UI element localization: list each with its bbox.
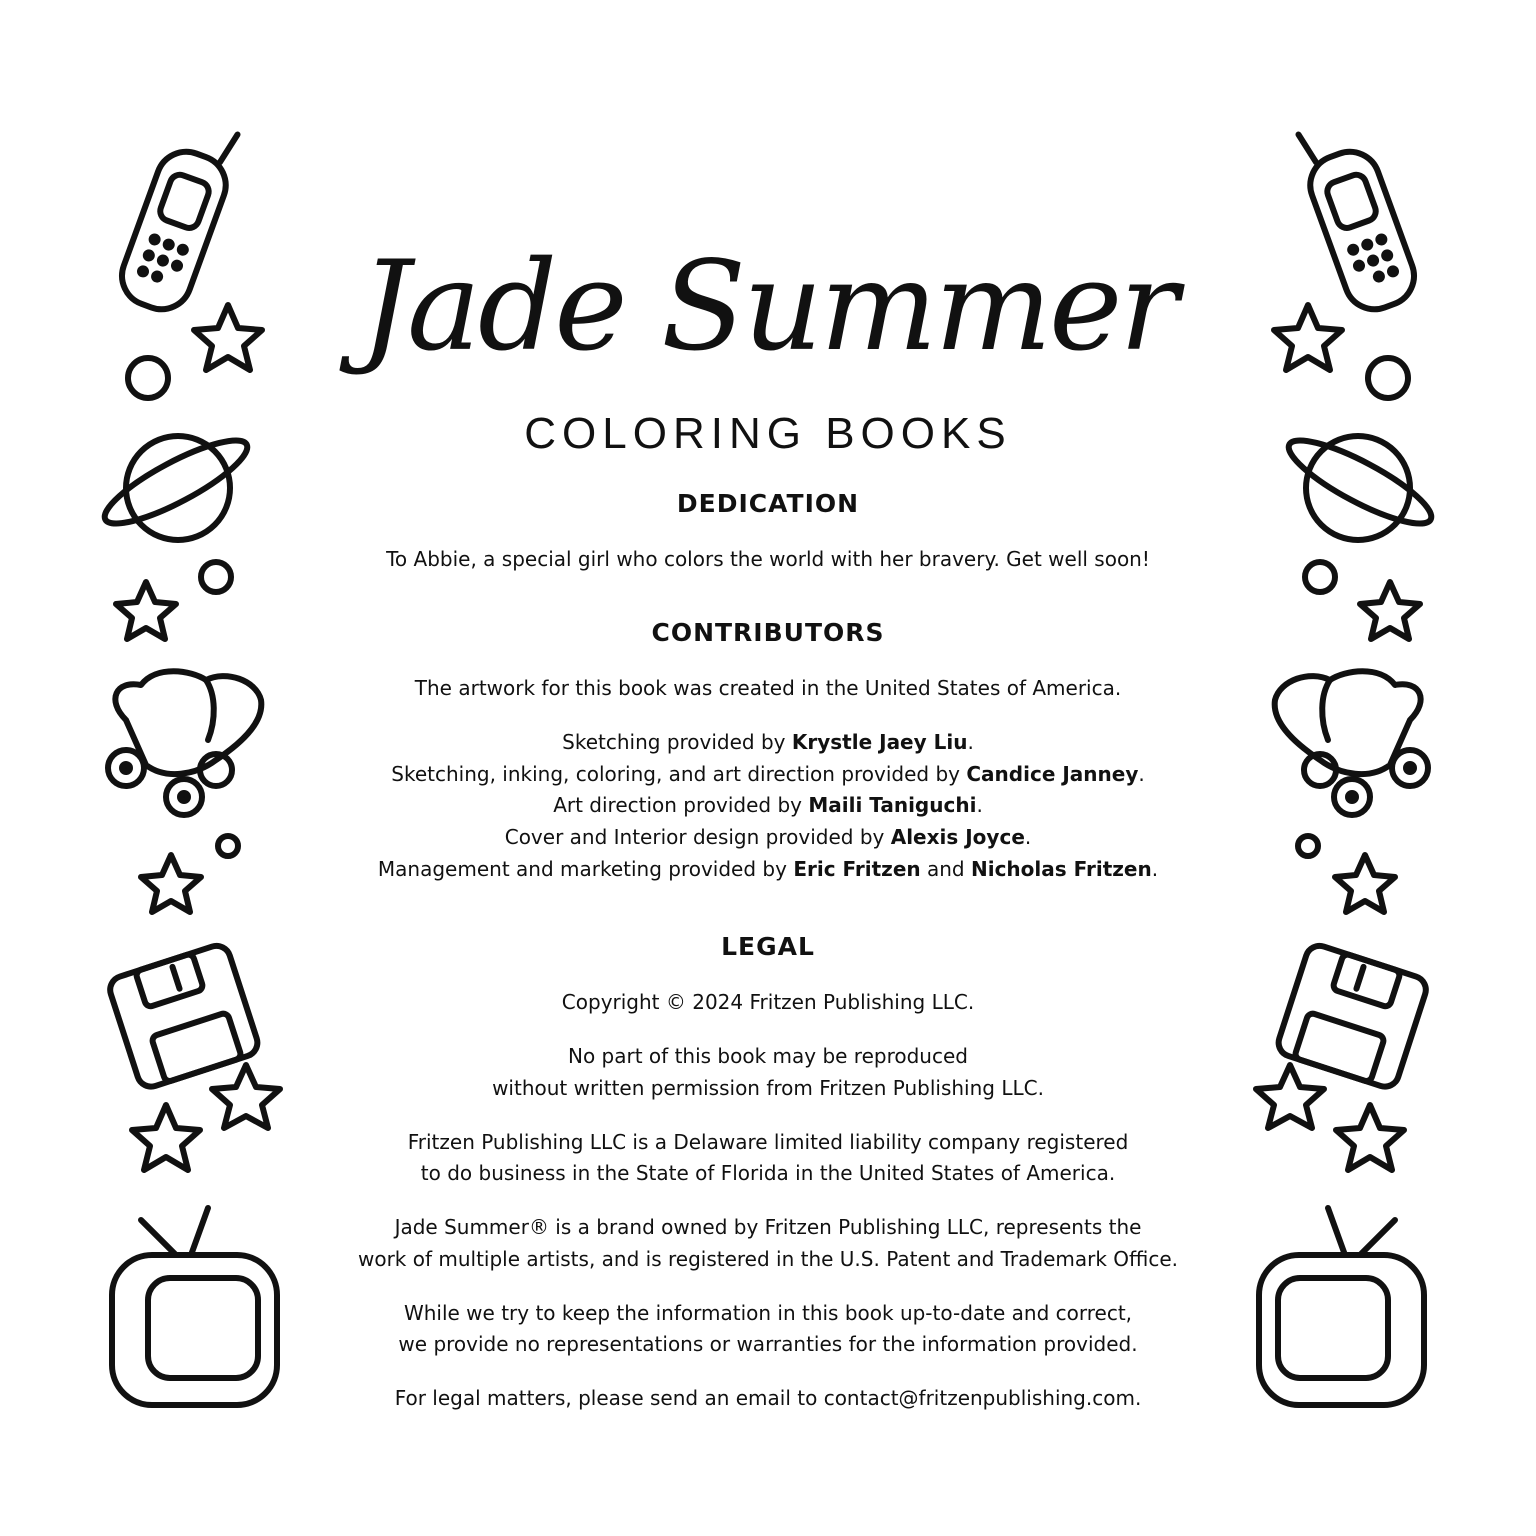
circle-icon — [201, 562, 231, 592]
trademark-notice-line: Jade Summer® is a brand owned by Fritzen Publishing LLC, represents the — [394, 1215, 1142, 1239]
credit-name: Candice Janney — [966, 762, 1139, 786]
floppy-disk-icon — [107, 942, 261, 1090]
credit-role: Management and marketing provided by — [377, 857, 794, 881]
circle-icon — [128, 358, 168, 398]
credit-role: Cover and Interior design provided by — [504, 825, 891, 849]
planet-icon — [96, 427, 256, 540]
credit-role: Sketching provided by — [562, 730, 792, 754]
credit-suffix: . — [967, 730, 974, 754]
star-icon — [212, 1065, 280, 1128]
cell-phone-icon — [114, 120, 245, 318]
credit-suffix: . — [1024, 825, 1032, 849]
right-decoration-column — [1240, 120, 1440, 1420]
credit-suffix: . — [1138, 762, 1145, 786]
cell-phone-icon — [1291, 120, 1422, 318]
credit-line — [320, 758, 1216, 790]
circle-icon — [218, 836, 238, 856]
trademark-notice-line: work of multiple artists, and is registered in the U.S. Patent and Trademark Office. — [357, 1247, 1179, 1271]
retro-tv-icon — [112, 1208, 277, 1405]
heart-roller-skate-icon — [108, 671, 261, 815]
star-icon — [116, 582, 176, 639]
retro-tv-icon — [1259, 1208, 1424, 1405]
heart-roller-skate-icon — [1275, 671, 1428, 815]
company-notice-line: to do business in the State of Florida in the United States of America. — [420, 1161, 1116, 1185]
credit-line — [320, 853, 1216, 885]
brand-subtitle: COLORING BOOKS — [524, 409, 1012, 458]
credit-line — [320, 726, 1216, 758]
contributors-heading: CONTRIBUTORS — [651, 618, 885, 647]
contact-notice: For legal matters, please send an email to contact@fritzenpublishing.com. — [394, 1386, 1142, 1410]
contributors-intro: The artwork for this book was created in the United States of America. — [414, 676, 1122, 700]
reproduction-notice-line: without written permission from Fritzen Publishing LLC. — [492, 1076, 1044, 1100]
floppy-disk-icon — [1275, 942, 1429, 1090]
star-icon — [194, 305, 262, 370]
planet-icon — [1280, 427, 1440, 540]
credit-line — [320, 821, 1216, 853]
credit-name: Maili Taniguchi — [808, 793, 977, 817]
circle-icon — [1368, 358, 1408, 398]
credit-name: Eric Fritzen — [793, 857, 921, 881]
reproduction-notice-line: No part of this book may be reproduced — [568, 1044, 968, 1068]
circle-icon — [1298, 836, 1318, 856]
legal-heading: LEGAL — [721, 932, 815, 961]
credit-line — [320, 789, 1216, 821]
credit-conjunction: and — [920, 857, 971, 881]
warranty-notice-line: While we try to keep the information in this book up-to-date and correct, — [403, 1301, 1133, 1325]
credit-name-2: Nicholas Fritzen — [970, 857, 1152, 881]
star-icon — [132, 1105, 200, 1170]
credit-name: Alexis Joyce — [890, 825, 1025, 849]
copyright-notice: Copyright © 2024 Fritzen Publishing LLC. — [561, 990, 975, 1014]
star-icon — [1274, 305, 1342, 370]
company-notice-line: Fritzen Publishing LLC is a Delaware limited liability company registered — [407, 1130, 1129, 1154]
star-icon — [1256, 1065, 1324, 1128]
star-icon — [1336, 1105, 1404, 1170]
credit-name: Krystle Jaey Liu — [791, 730, 968, 754]
credit-suffix: . — [976, 793, 983, 817]
credit-role: Sketching, inking, coloring, and art direction provided by — [391, 762, 967, 786]
star-icon — [141, 855, 201, 912]
brand-logo-title: Jade Summer — [360, 235, 1176, 379]
star-icon — [1360, 582, 1420, 639]
dedication-text: To Abbie, a special girl who colors the world with her bravery. Get well soon! — [386, 547, 1150, 571]
credit-suffix: . — [1151, 857, 1159, 881]
warranty-notice-line: we provide no representations or warranties for the information provided. — [398, 1332, 1138, 1356]
star-icon — [1335, 855, 1395, 912]
circle-icon — [1305, 562, 1335, 592]
dedication-heading: DEDICATION — [676, 489, 860, 518]
left-decoration-column — [96, 120, 296, 1420]
main-content — [320, 0, 1216, 1536]
credit-role: Art direction provided by — [553, 793, 809, 817]
